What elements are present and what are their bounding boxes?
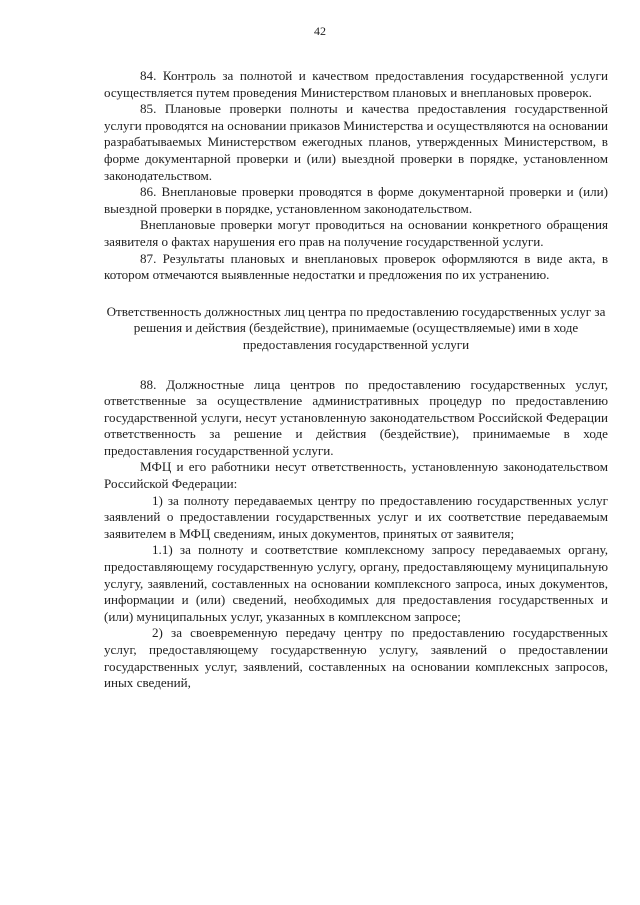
page-number: 42 [314, 24, 326, 38]
paragraph-85: 85. Плановые проверки полноты и качества предоставления государственной услуги проводятся на основании приказов Министерства и осуществляются на основании разрабатываемых Министерством ежегодных планов, утвержденных Министерством, в форме документарной проверки и (или) выездной проверки в порядке, установленном законодательством. [104, 101, 608, 183]
paragraph-87: 87. Результаты плановых и внеплановых проверок оформляются в виде акта, в котором отмечаются выявленные недостатки и предложения по их устранению. [104, 250, 608, 283]
paragraph-86-continued: Внеплановые проверки могут проводиться на основании конкретного обращения заявителя о фактах нарушения его прав на получение государственной услуги. [104, 217, 608, 249]
document-body [104, 68, 608, 692]
paragraph-86: 86. Внеплановые проверки проводятся в форме документарной проверки и (или) выездной проверки в порядке, установленном законодательством. [104, 184, 608, 216]
paragraph-mfc-responsibility: МФЦ и его работники несут ответственность, установленную законодательством Российской Федерации: [104, 459, 608, 492]
section-heading: Ответственность должностных лиц центра по предоставлению государственных услуг за решения и действия (бездействие), принимаемые (осуществляемые) ими в ходе предоставления государственной услуги [106, 303, 606, 352]
list-item-2: 2) за своевременную передачу центру по предоставлению государственных услуг, предоставляющему государственную услугу, заявлений о предоставлении государственных услуг, заявлений, составленных на основании комплексных запросов, иных сведений, [104, 625, 608, 691]
list-item-1: 1) за полноту передаваемых центру по предоставлению государственных услуг заявлений о предоставлении государственных услуг и их соответствие передаваемым заявителем в МФЦ сведениям, иных документов, принятых от заявителя; [104, 492, 608, 541]
paragraph-88: 88. Должностные лица центров по предоставлению государственных услуг, ответственные за осуществление административных процедур по предоставлению государственной услуги, несут установленную законодательством Российской Федерации ответственность за решение и действия (бездействие), принимаемые в ходе предоставления государственной услуги. [104, 376, 608, 458]
list-item-1-1: 1.1) за полноту и соответствие комплексному запросу передаваемых органу, предоставляющему государственную услугу, органу, предоставляющему муниципальную услугу, заявлений, составленных на основании комплексного запроса, иных документов, информации и (или) сведений, необходимых для предоставления государственных и (или) муниципальных услуг, указанных в комплексном запросе; [104, 542, 608, 624]
paragraph-84: 84. Контроль за полнотой и качеством предоставления государственной услуги осуществляется путем проведения Министерством плановых и внеплановых проверок. [104, 68, 608, 100]
